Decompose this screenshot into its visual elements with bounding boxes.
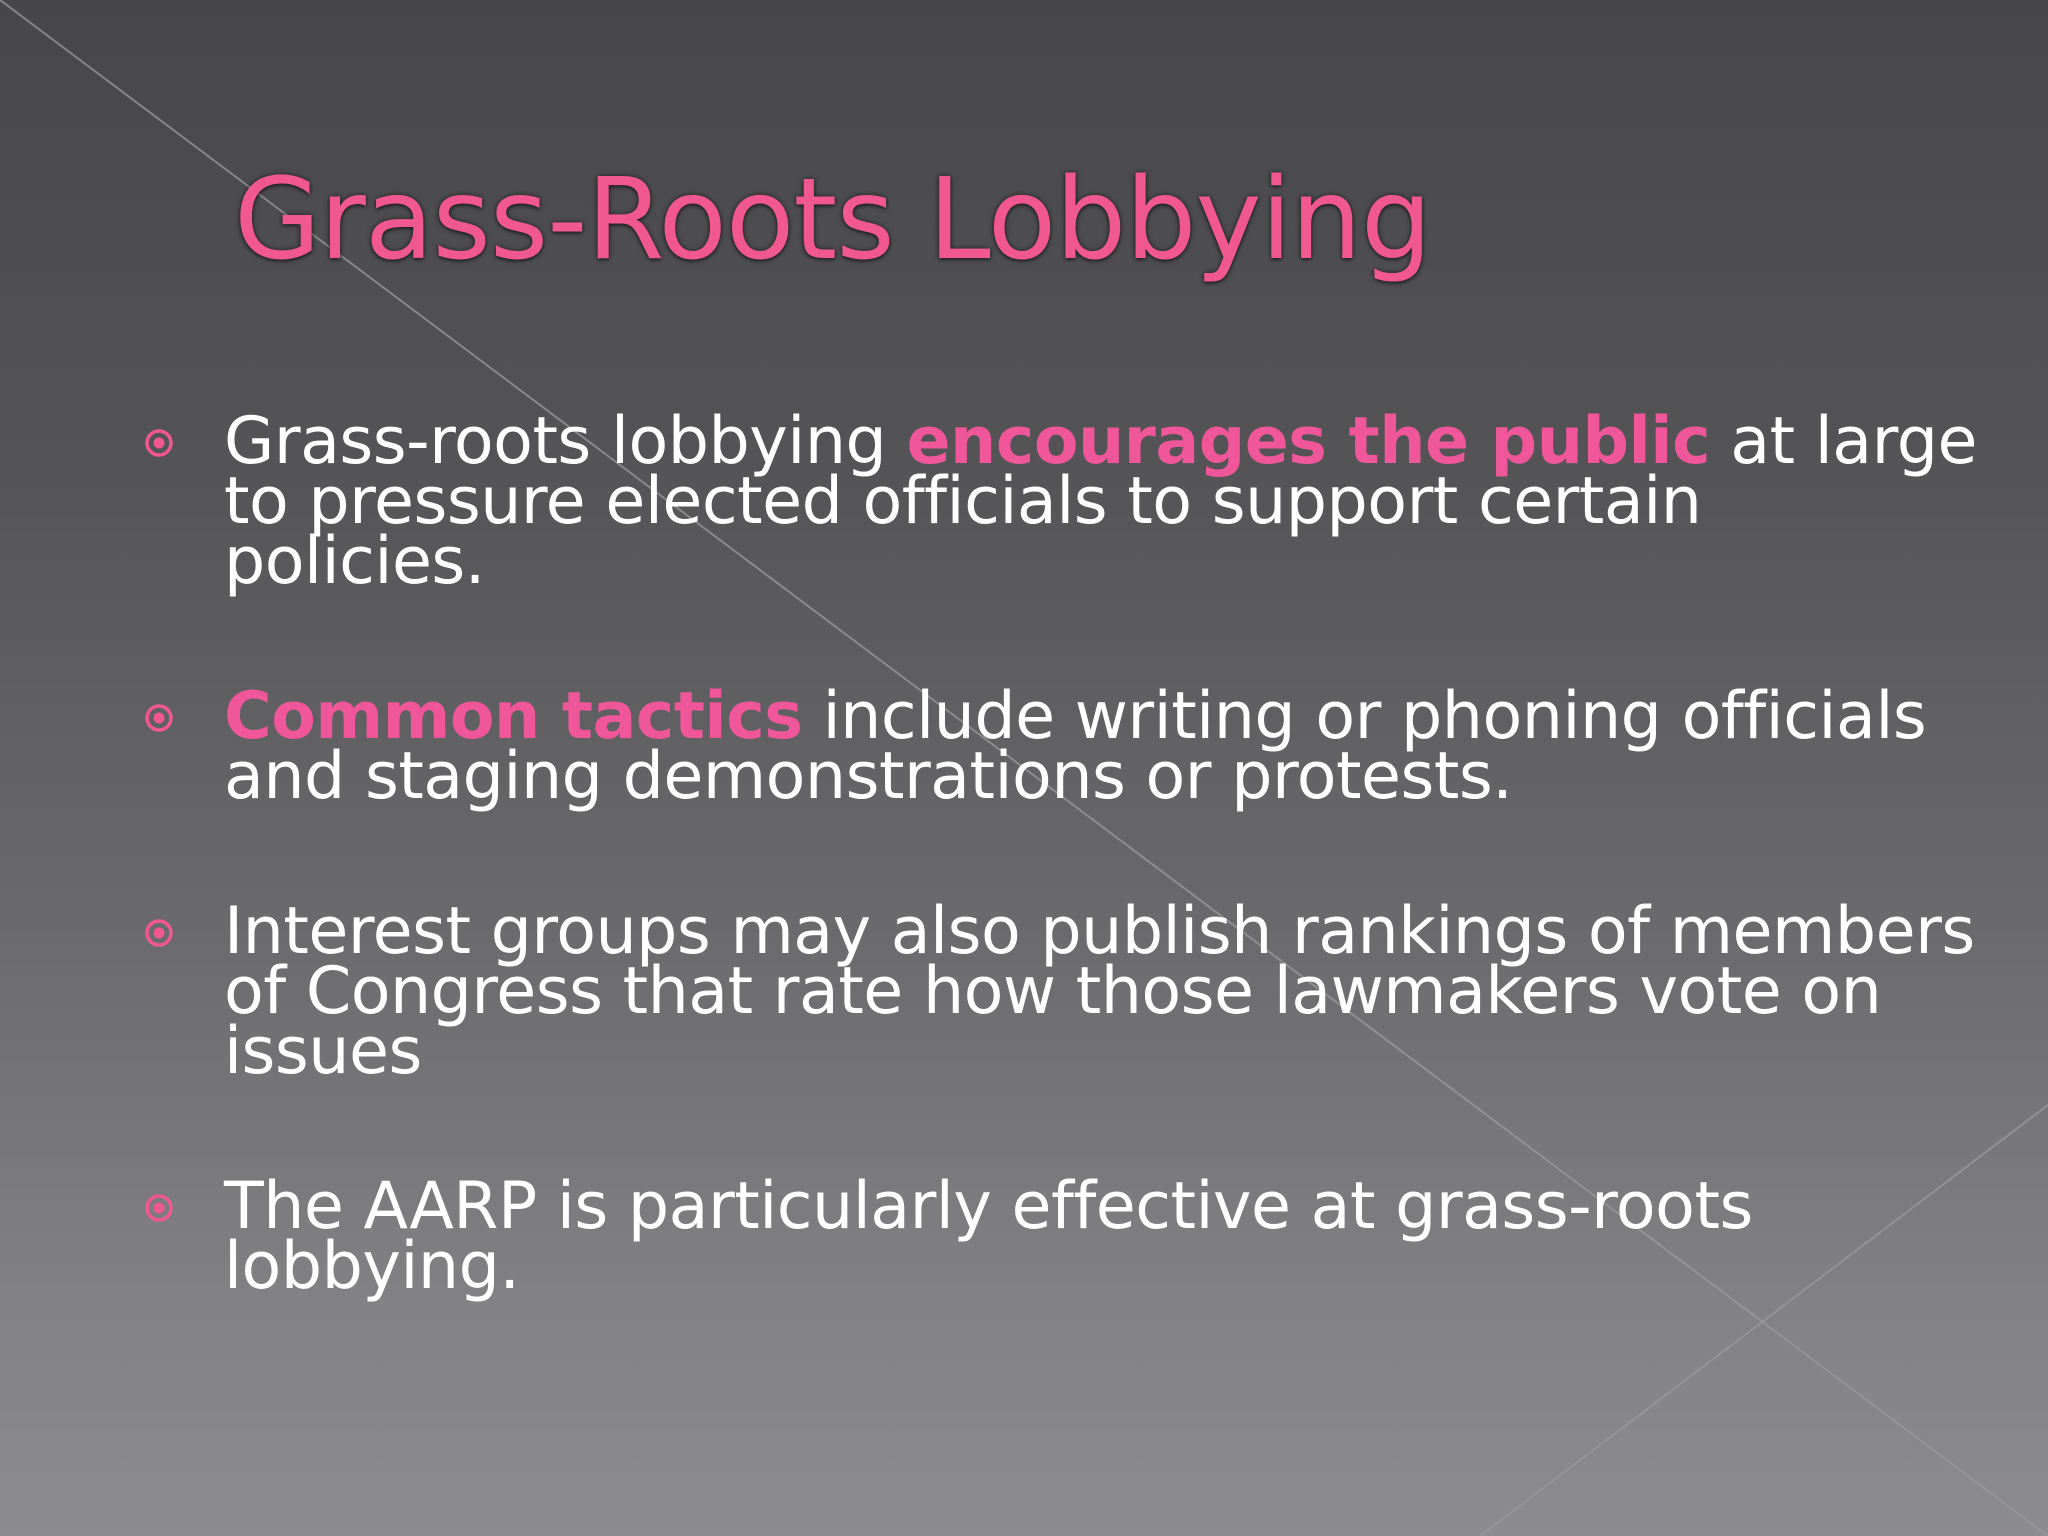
bullet-item [140, 679, 1980, 814]
bullet-text: The AARP is particularly effective at grass-roots lobbying. [224, 1169, 1753, 1304]
bullet-item [140, 1169, 1980, 1304]
circled-dot-icon [144, 918, 174, 948]
bullet-item [140, 894, 1980, 1089]
bullet-text: at large to pressure elected officials to support certain policies. [224, 404, 1977, 599]
bullet-list [140, 404, 1980, 1304]
slide-title: Grass-Roots Lobbying [234, 155, 1431, 285]
bullet-highlight: encourages the public [906, 404, 1711, 479]
bullet-text: include writing or phoning officials and staging demonstrations or protests. [224, 679, 1927, 814]
bullet-text: Grass-roots lobbying [224, 404, 907, 479]
circled-dot-icon [144, 428, 174, 458]
bullet-text: Interest groups may also publish rankings of members of Congress that rate how those lawmakers vote on issues [224, 894, 1975, 1089]
circled-dot-icon [144, 1193, 174, 1223]
circled-dot-icon [144, 703, 174, 733]
bullet-highlight: Common tactics [224, 679, 803, 754]
bullet-item [140, 404, 1980, 599]
